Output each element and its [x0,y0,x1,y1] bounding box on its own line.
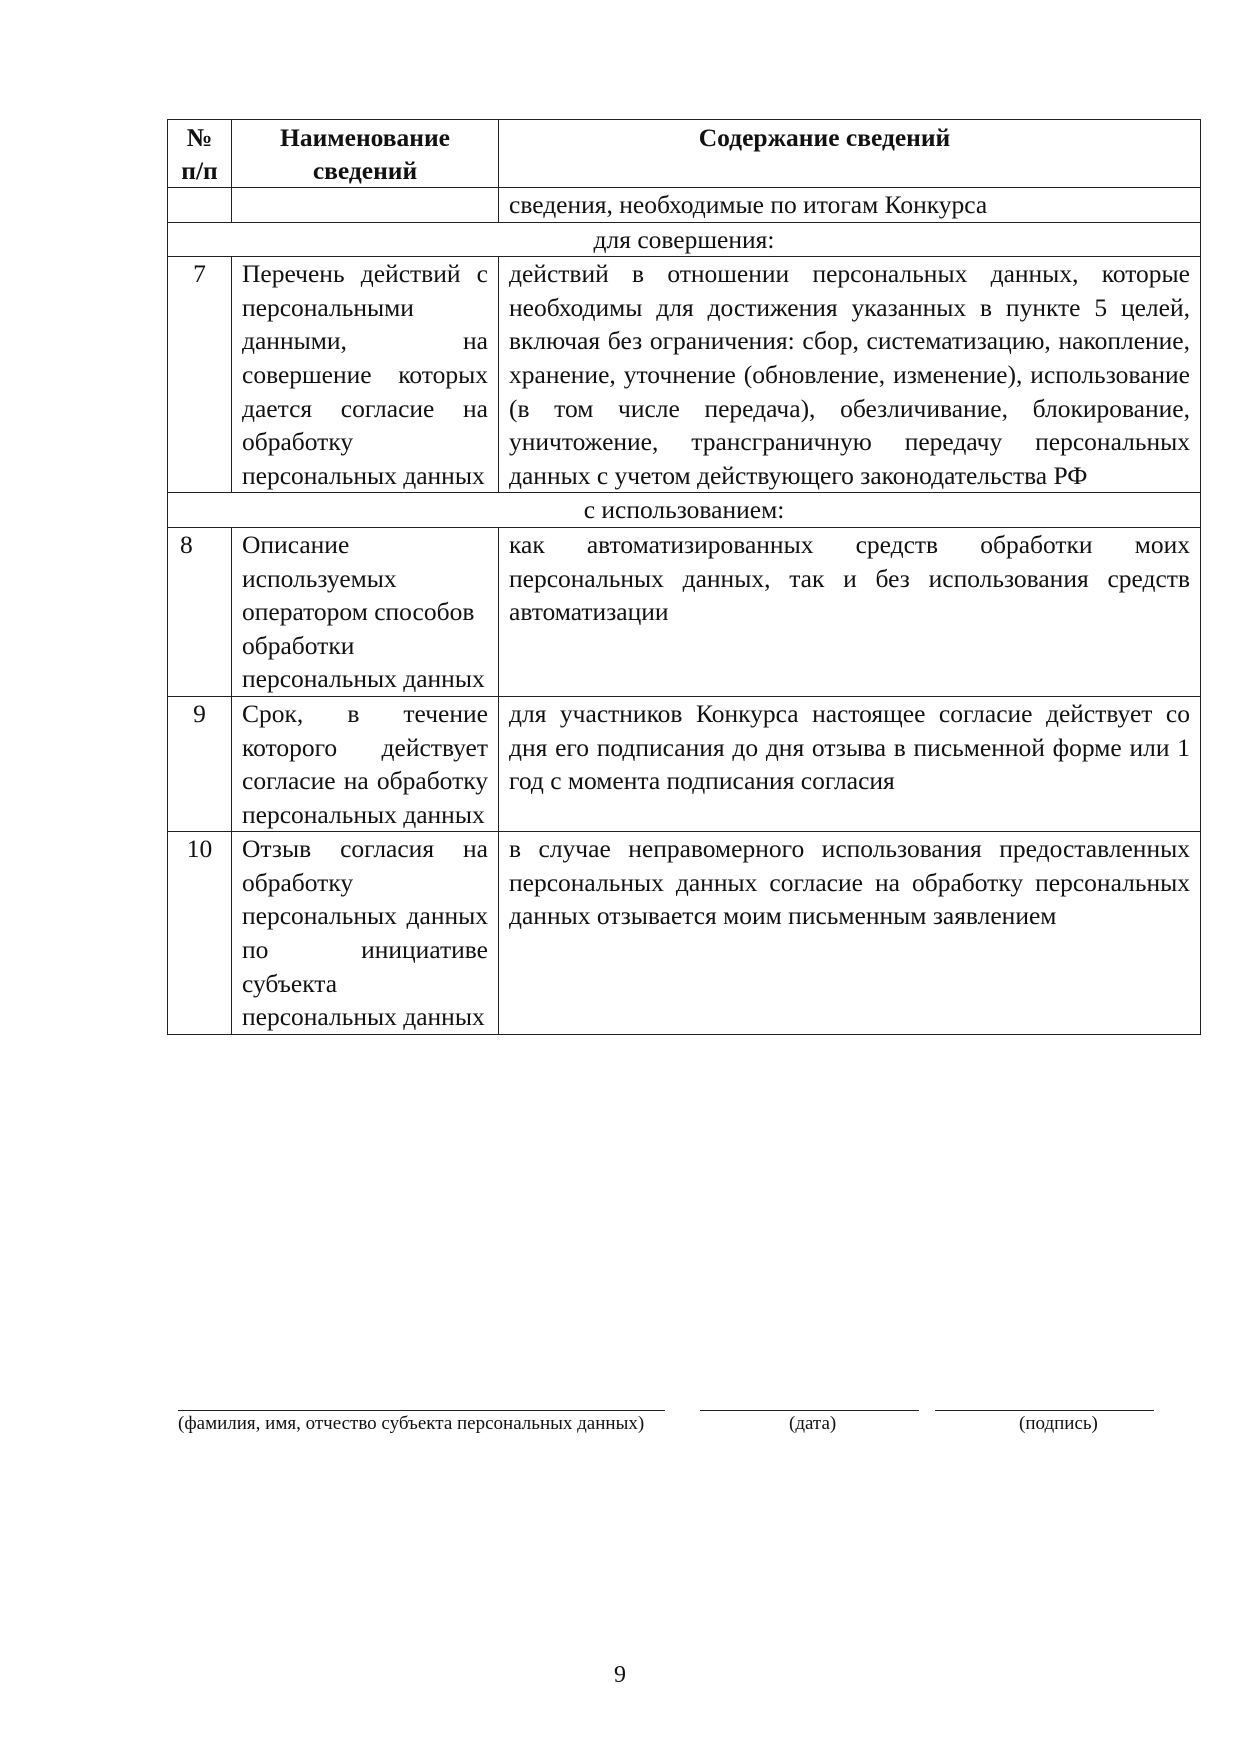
row-number: 7 [168,257,232,493]
signature-label: (подпись) [1019,1413,1098,1434]
row-content: в случае неправомерного использования предоставленных персональных данных согласие на обработку персональных данных отзывается моим письменным заявлением [499,832,1201,1035]
fio-label: (фамилия, имя, отчество субъекта персональных данных) [178,1413,645,1434]
row-name: Описание используемых оператором способов обработки персональных данных [232,527,499,696]
table-row [168,696,1201,831]
table-separator-row [168,493,1201,528]
row-number: 10 [168,832,232,1035]
table-row [168,832,1201,1035]
page-number: 9 [614,1662,626,1688]
row-name: Срок, в течение которого действует согласие на обработку персональных данных [232,696,499,831]
row-number: 9 [168,696,232,831]
table-row-carryover [168,188,1201,223]
separator-text: для совершения: [168,222,1201,257]
row-content: как автоматизированных средств обработки моих персональных данных, так и без использования средств автоматизации [499,527,1201,696]
row-number: 8 [168,527,232,696]
row-name: Отзыв согласия на обработку персональных данных по инициативе субъекта персональных данных [232,832,499,1035]
row-name: Перечень действий с персональными данными, на совершение которых дается согласие на обработку персональных данных [232,257,499,493]
separator-text: с использованием: [168,493,1201,528]
header-number: № п/п [168,120,232,188]
table-separator-row [168,222,1201,257]
row-content: действий в отношении персональных данных, которые необходимы для достижения указанных в пункте 5 целей, включая без ограничения: сбор, систематизацию, накопление, хранение, уточнение (обновление, изменение), использование (в том числе передача), обезличивание, блокирование, уничтожение, трансграничную передачу персональных данных с учетом действующего законодательства РФ [499,257,1201,493]
carryover-text: сведения, необходимые по итогам Конкурса [499,188,1201,223]
header-content: Содержание сведений [499,120,1201,188]
table-row [168,257,1201,493]
date-label: (дата) [789,1413,837,1434]
table-header-row [168,120,1201,188]
row-content: для участников Конкурса настоящее согласие действует со дня его подписания до дня отзыва в письменной форме или 1 год с момента подписания согласия [499,696,1201,831]
consent-table [167,119,1201,1035]
table-row [168,527,1201,696]
header-name: Наименование сведений [232,120,499,188]
